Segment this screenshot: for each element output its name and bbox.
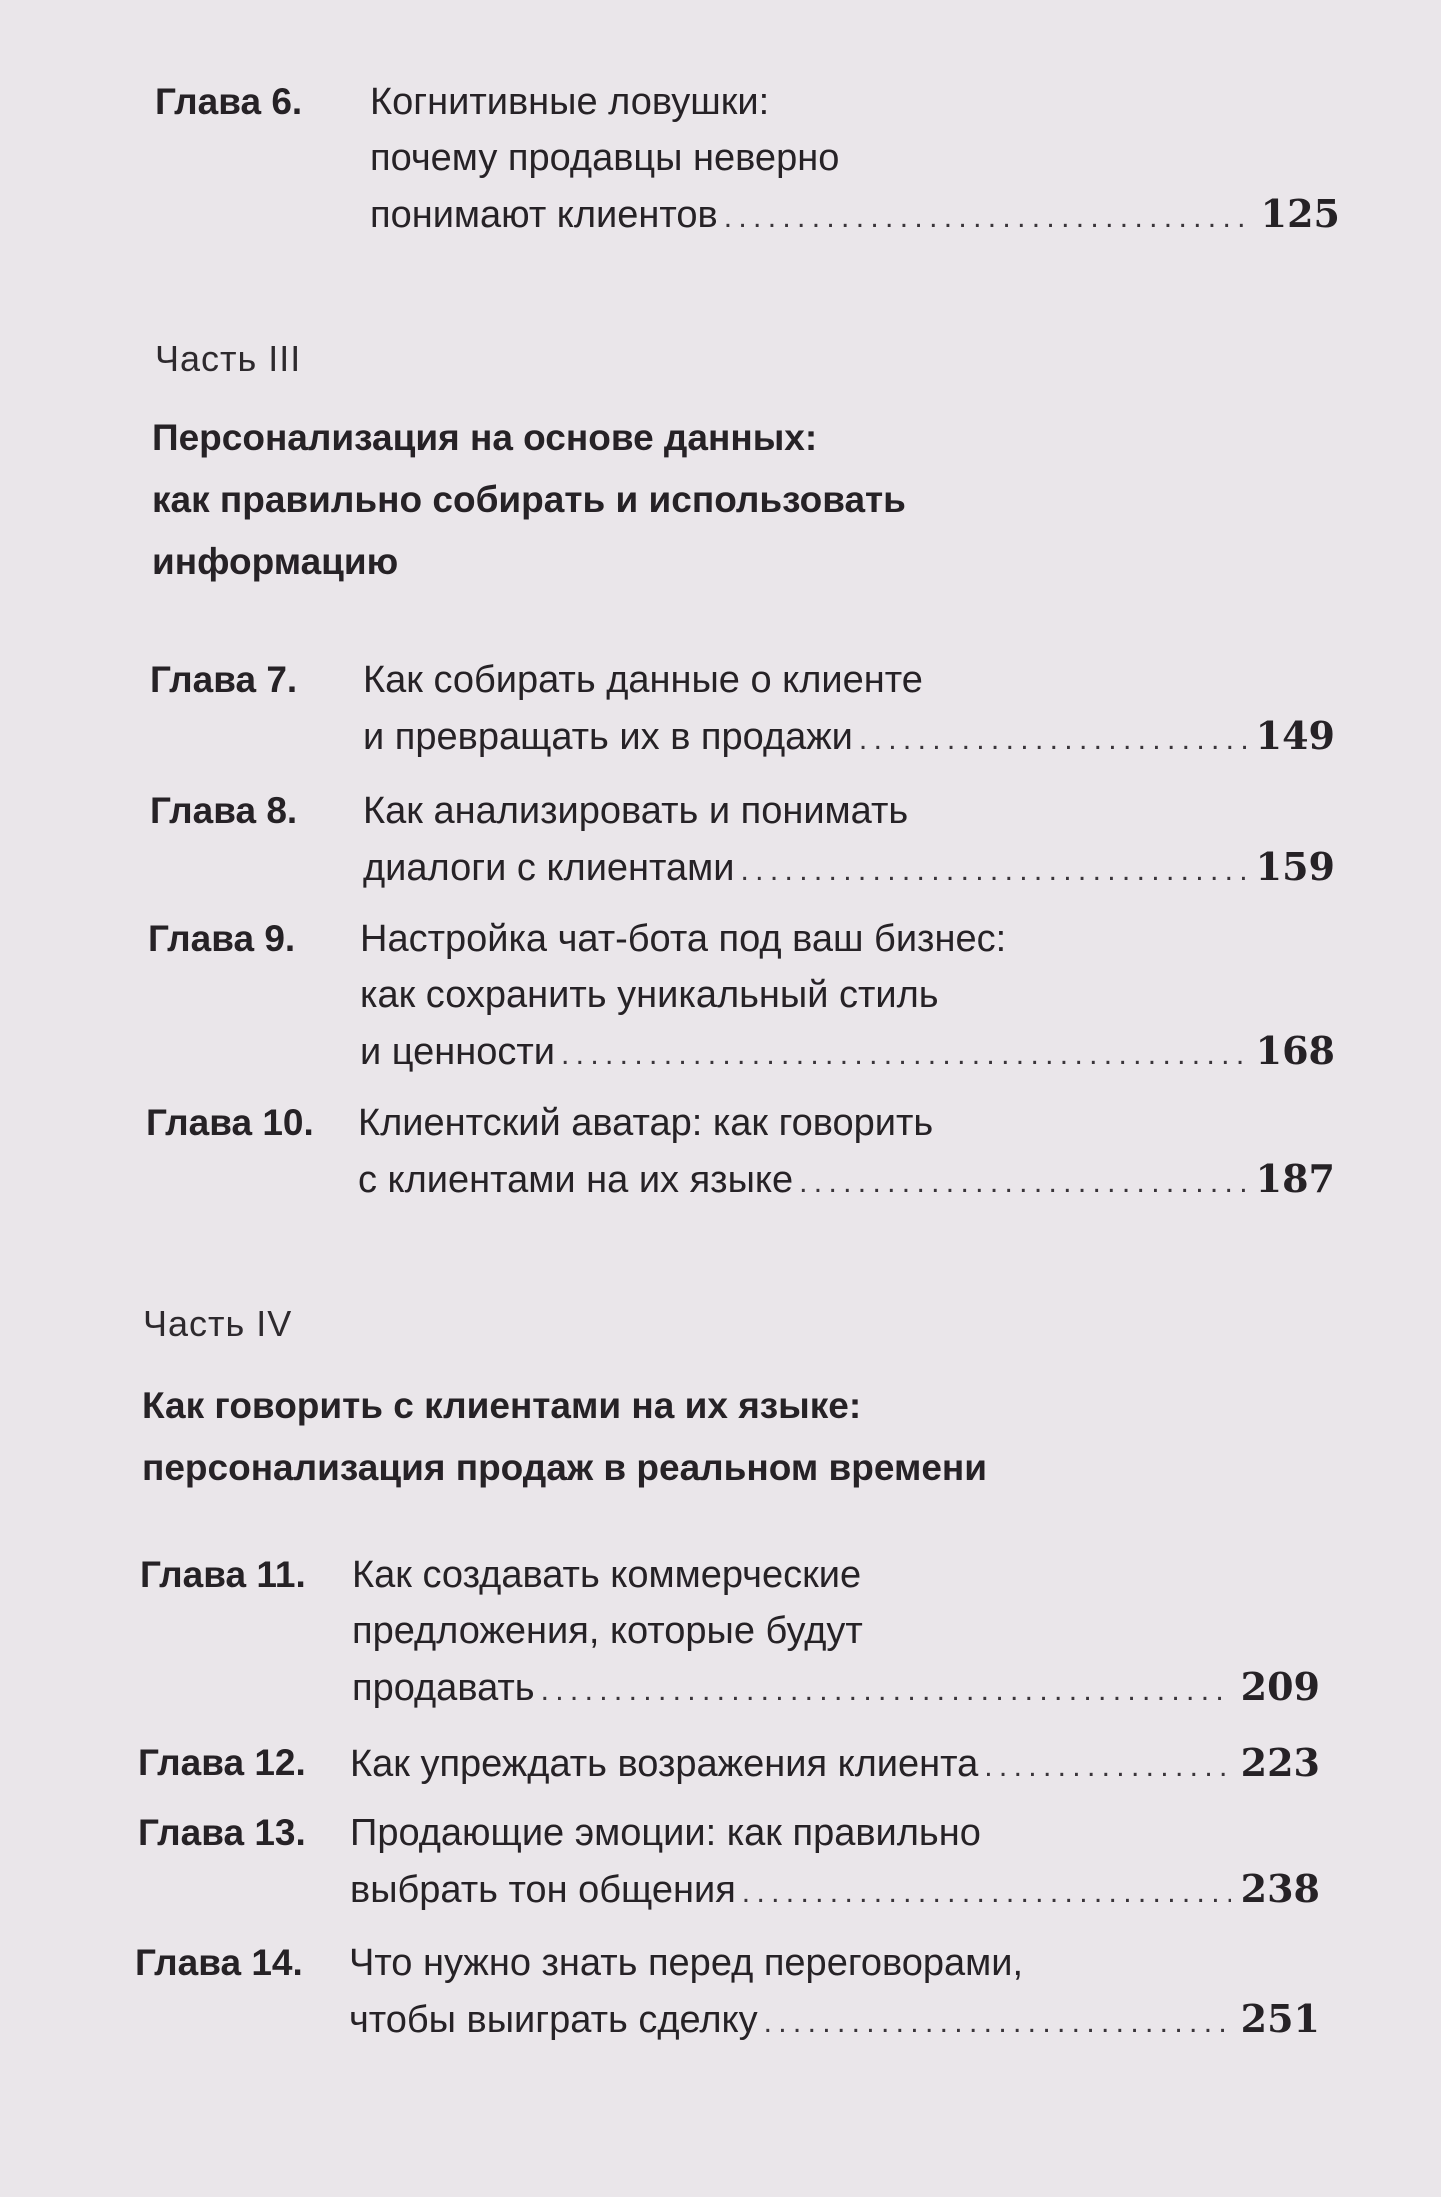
- part-title-line: персонализация продаж в реальном времени: [142, 1447, 987, 1488]
- title-line: Как создавать коммерческие: [352, 1554, 862, 1596]
- page-number: 209: [1240, 1664, 1320, 1709]
- part-label: Часть III: [155, 338, 302, 379]
- title-line: Как собирать данные о клиенте: [363, 659, 923, 701]
- chapter-number: Глава 9.: [148, 918, 296, 959]
- title-line: понимают клиентов: [370, 194, 718, 236]
- title-line: и превращать их в продажи: [363, 716, 853, 758]
- chapter-title: [360, 911, 1335, 1083]
- part-title-line: как правильно собирать и использовать: [152, 479, 906, 520]
- title-line: выбрать тон общения: [350, 1869, 736, 1911]
- chapter-title: [350, 1805, 1320, 1921]
- chapter-title: [350, 1735, 1320, 1795]
- dot-leader: [764, 1995, 1231, 2051]
- dot-leader: [984, 1739, 1230, 1795]
- part-title-line: информацию: [152, 541, 399, 582]
- part-title: [152, 407, 906, 593]
- chapter-number: Глава 11.: [140, 1554, 306, 1595]
- chapter-number: Глава 6.: [155, 81, 303, 122]
- part-label: Часть IV: [143, 1303, 293, 1344]
- chapter-number: Глава 13.: [138, 1812, 306, 1853]
- title-line: Настройка чат-бота под ваш бизнес:: [360, 918, 1007, 960]
- chapter-title: [358, 1095, 1335, 1211]
- title-line: предложения, которые будут: [352, 1610, 863, 1652]
- page-number: 168: [1255, 1028, 1335, 1073]
- chapter-title: [363, 783, 1335, 899]
- chapter-title: [370, 74, 1340, 246]
- title-line: как сохранить уникальный стиль: [360, 974, 939, 1016]
- title-line: чтобы выиграть сделку: [349, 1999, 758, 2041]
- chapter-title: [363, 652, 1335, 768]
- dot-leader: [724, 190, 1251, 246]
- part-title-line: Как говорить с клиентами на их языке:: [142, 1385, 862, 1426]
- page-number: 223: [1240, 1740, 1320, 1785]
- title-line: Продающие эмоции: как правильно: [350, 1812, 981, 1854]
- chapter-number: Глава 14.: [135, 1942, 303, 1983]
- title-line: почему продавцы неверно: [370, 137, 840, 179]
- chapter-number: Глава 10.: [146, 1102, 314, 1143]
- title-line: Как упреждать возражения клиента: [350, 1743, 979, 1785]
- chapter-number: Глава 7.: [150, 659, 298, 700]
- page-number: 187: [1255, 1156, 1335, 1201]
- title-line: с клиентами на их языке: [358, 1159, 794, 1201]
- title-line: и ценности: [360, 1031, 555, 1073]
- title-line: диалоги с клиентами: [363, 847, 735, 889]
- title-line: продавать: [352, 1667, 535, 1709]
- chapter-number: Глава 12.: [138, 1742, 306, 1783]
- title-line: Когнитивные ловушки:: [370, 81, 770, 123]
- page-number: 159: [1255, 844, 1335, 889]
- chapter-number: Глава 8.: [150, 790, 298, 831]
- page-number: 238: [1240, 1866, 1320, 1911]
- chapter-title: [352, 1547, 1320, 1719]
- title-line: Клиентский аватар: как говорить: [358, 1102, 934, 1144]
- page-number: 149: [1255, 713, 1335, 758]
- chapter-title: [349, 1935, 1320, 2051]
- dot-leader: [742, 1865, 1231, 1921]
- dot-leader: [741, 843, 1246, 899]
- page-number: 251: [1240, 1996, 1320, 2041]
- dot-leader: [799, 1155, 1246, 1211]
- dot-leader: [541, 1663, 1231, 1719]
- title-line: Как анализировать и понимать: [363, 790, 909, 832]
- part-title-line: Персонализация на основе данных:: [152, 417, 818, 458]
- part-title: [142, 1375, 987, 1499]
- title-line: Что нужно знать перед переговорами,: [349, 1942, 1024, 1984]
- dot-leader: [859, 712, 1246, 768]
- dot-leader: [561, 1027, 1246, 1083]
- page-number: 125: [1260, 191, 1340, 236]
